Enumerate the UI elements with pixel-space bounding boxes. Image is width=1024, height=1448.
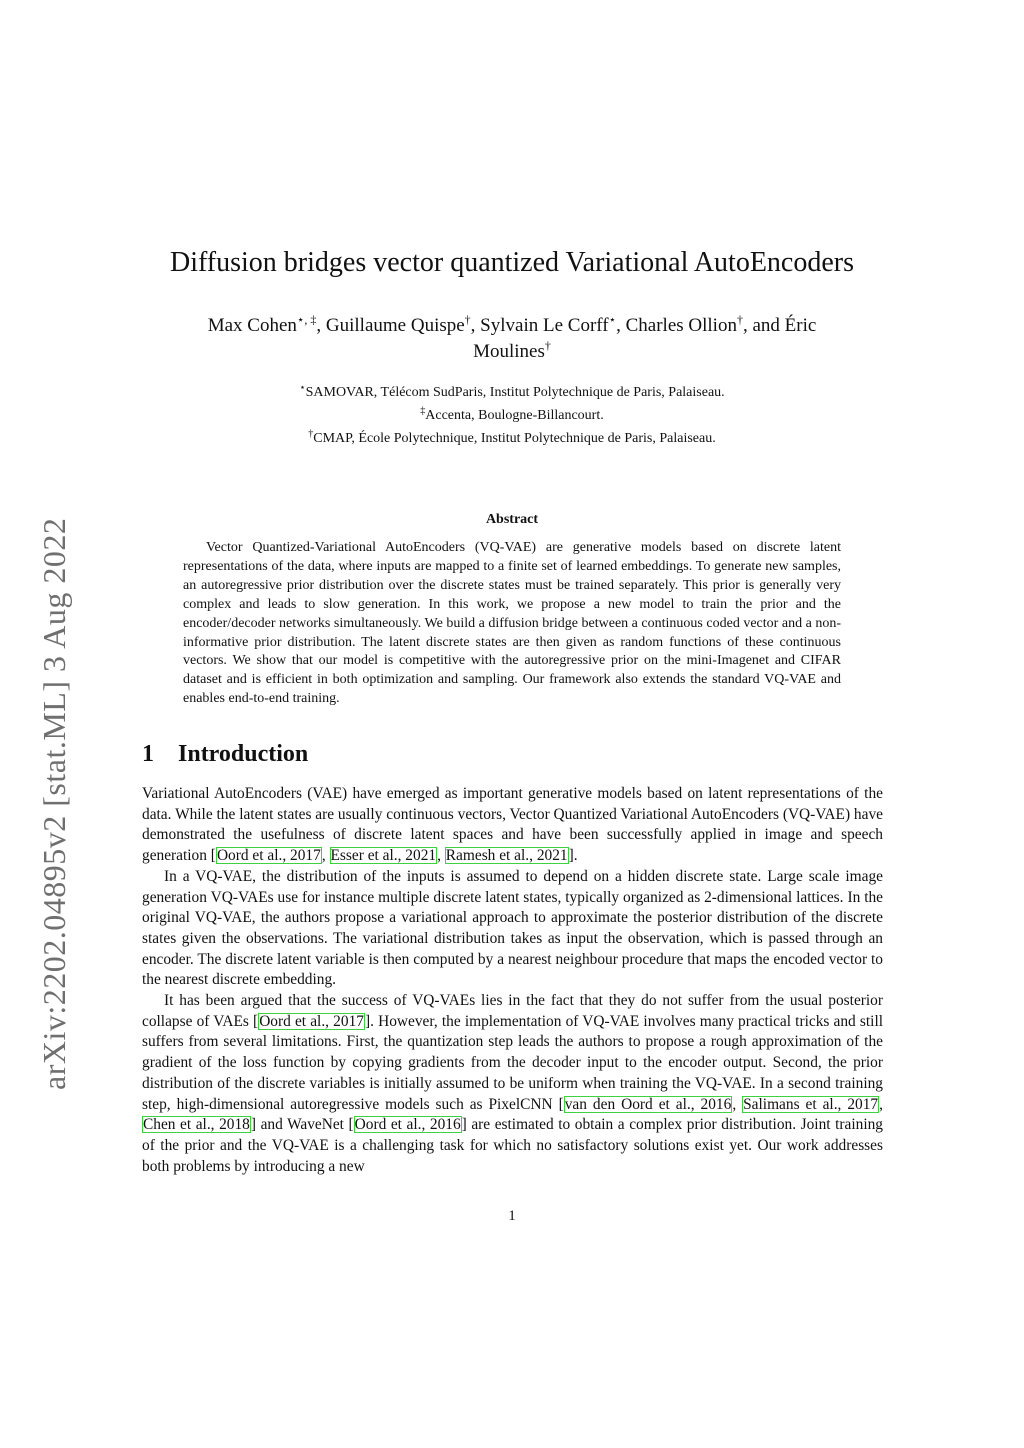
author-separator: , and (742, 315, 785, 336)
affiliation-text: CMAP, École Polytechnique, Institut Polytechnique de Paris, Palaiseau. (313, 431, 716, 446)
affiliation-list (0, 381, 1024, 450)
author-affiliation-mark: † (736, 312, 743, 327)
paragraph-text: It has been argued that the success of VQ-VAEs lies in the fact that they do not suffer from the usual posterior collapse of VAEs [ (142, 992, 883, 1030)
author-affiliation-mark: † (464, 312, 471, 327)
paragraph-text: Variational AutoEncoders (VAE) have emerged as important generative models based on latent representations of the data. While the latent states are usually continuous vectors, Vector Quantized Variational AutoEncoders (VQ-VAE) have demonstrated the usefulness of discrete latent spaces and have been successfully applied in image and speech generation [ (142, 785, 883, 865)
citation-link[interactable]: Oord et al., 2016 (354, 1116, 461, 1134)
author-name: Guillaume Quispe (325, 315, 465, 336)
paragraph-text: ] and WaveNet [ (250, 1116, 354, 1134)
section-number: 1 (142, 741, 154, 767)
affiliation-text: SAMOVAR, Télécom SudParis, Institut Polytechnique de Paris, Palaiseau. (305, 385, 725, 400)
page-number: 1 (508, 1208, 516, 1224)
affiliation-mark: ‡ (420, 405, 426, 417)
affiliation-line (0, 427, 1024, 450)
author-affiliation-mark: ⋆ (608, 312, 617, 327)
author-name: Éric Moulines (473, 315, 817, 362)
paragraph-text: , (437, 847, 445, 865)
author-list (170, 313, 854, 365)
affiliation-mark: † (308, 428, 314, 440)
author-name: Sylvain Le Corff (480, 315, 609, 336)
intro-paragraph (142, 867, 883, 991)
section-heading-introduction (142, 737, 882, 771)
citation-link[interactable]: Chen et al., 2018 (143, 1116, 250, 1134)
section-title: Introduction (178, 741, 309, 767)
paragraph-text: , (732, 1095, 743, 1113)
affiliation-line (0, 381, 1024, 404)
author-affiliation-mark: † (544, 338, 551, 353)
intro-paragraph (142, 991, 883, 1177)
affiliation-line (0, 404, 1024, 427)
paragraph-text: ]. (568, 847, 578, 865)
abstract-text: Vector Quantized-Variational AutoEncoders (VQ-VAE) are generative models based on discrete latent representations of the data, where inputs are mapped to a finite set of learned embeddings. To generate new samples, an autoregressive prior distribution over the discrete states must be trained separately. This prior is generally very complex and leads to slow generation. In this work, we propose a new model to train the prior and the encoder/decoder networks simultaneously. We build a diffusion bridge between a continuous coded vector and a non-informative prior distribution. The latent discrete states are then given as random functions of these continuous vectors. We show that our model is competitive with the autoregressive prior on the mini-Imagenet and CIFAR dataset and is efficient in both optimization and sampling. Our framework also extends the standard VQ-VAE and enables end-to-end training. (183, 540, 841, 707)
author-separator: , (316, 315, 326, 336)
citation-link[interactable]: van den Oord et al., 2016 (564, 1095, 732, 1113)
abstract-heading: Abstract (485, 512, 539, 527)
paragraph-text: , (321, 847, 330, 865)
paragraph-text: ]. However, the implementation of VQ-VAE involves many practical tricks and still suffers from several limitations. First, the quantization step leads the authors to propose a rough approximation of the gradient of the loss function by copying gradients from the decoder input to the encoder output. Second, the prior distribution of the discrete variables is initially assumed to be uniform when training the VQ-VAE. In a second training step, high-dimensional autoregressive models such as PixelCNN [ (142, 1012, 883, 1113)
citation-link[interactable]: Salimans et al., 2017 (743, 1095, 879, 1113)
citation-link[interactable]: Oord et al., 2017 (259, 1012, 364, 1030)
paragraph-text: , (879, 1095, 883, 1113)
paper-title: Diffusion bridges vector quantized Variational AutoEncoders (169, 247, 855, 278)
paragraph-text: In a VQ-VAE, the distribution of the inputs is assumed to depend on a hidden discrete state. Large scale image generation VQ-VAEs use for instance multiple discrete latent states, typically organized as 2-dimensional lattices. In the original VQ-VAE, the authors propose a variational approach to approximate the posterior distribution of the discrete states given the observations. The variational distribution takes as input the observation, which is passed through an encoder. The discrete latent variable is then computed by a nearest neighbour procedure that maps the encoded vector to the nearest discrete embedding. (142, 867, 883, 989)
author-separator: , (470, 315, 481, 336)
author-name: Charles Ollion (625, 315, 737, 336)
affiliation-mark: ⋆ (299, 382, 306, 394)
author-affiliation-mark: ⋆, ‡ (296, 312, 317, 327)
affiliation-text: Accenta, Boulogne-Billancourt. (425, 408, 604, 423)
intro-paragraph (142, 784, 883, 867)
citation-link[interactable]: Oord et al., 2017 (216, 847, 321, 865)
author-separator: , (616, 315, 626, 336)
introduction-body (142, 784, 883, 1177)
citation-link[interactable]: Esser et al., 2021 (330, 847, 437, 865)
arxiv-identifier-stamp: arXiv:2202.04895v2 [stat.ML] 3 Aug 2022 (36, 517, 72, 1090)
citation-link[interactable]: Ramesh et al., 2021 (445, 847, 568, 865)
paragraph-text: ] are estimated to obtain a complex prior distribution. Joint training of the prior and the VQ-VAE is a challenging task for which no satisfactory solutions exist yet. Our work addresses both problems by introducing a new (142, 1116, 883, 1175)
author-name: Max Cohen (207, 315, 297, 336)
